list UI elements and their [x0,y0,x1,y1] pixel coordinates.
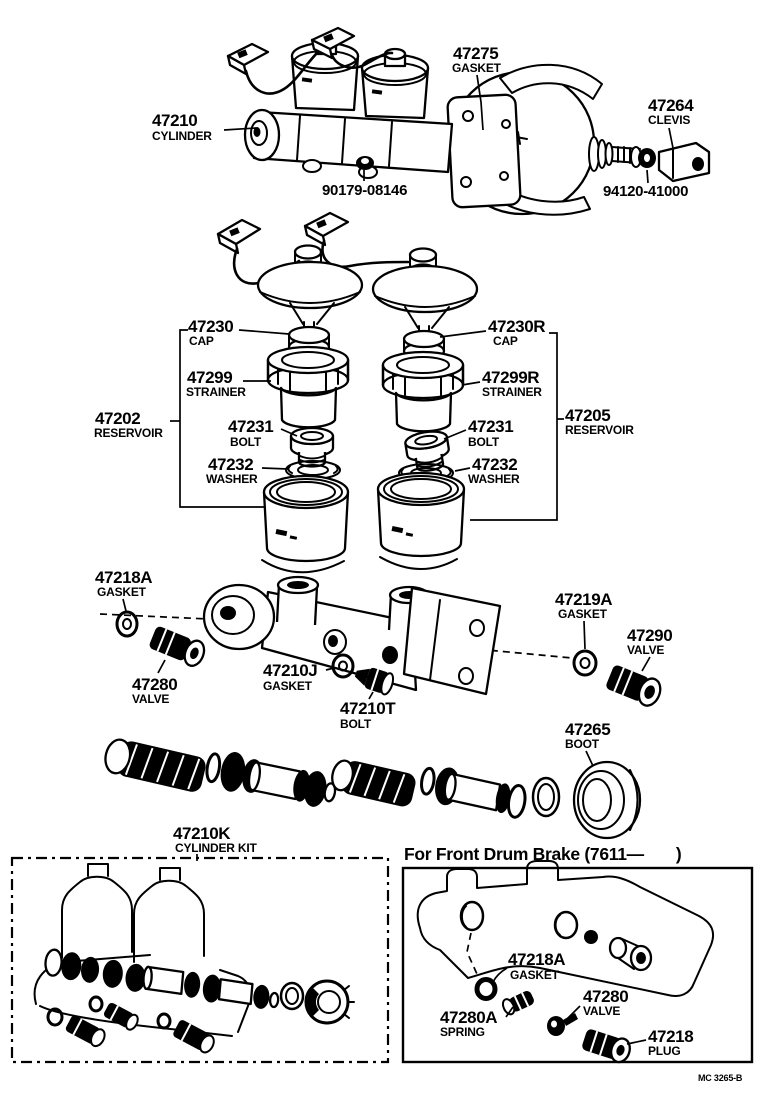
inset-spring-47280A-part [501,989,536,1017]
inset-callout-47280-label: VALVE [583,1004,621,1018]
inset-callout-47218-label: PLUG [648,1044,681,1058]
leader-47232R [455,468,470,471]
valve-47290-part [605,663,665,709]
callout-47210K-label: CYLINDER KIT [175,841,257,855]
leader-47232L [262,468,288,469]
cylinder-kit-box [12,824,388,1062]
inset-callout-47280A-label: SPRING [440,1025,485,1039]
inset-port-arc [462,906,466,927]
callout-90179-number: 90179-08146 [322,182,408,199]
callout-47231R-number: 47231 [468,417,514,436]
callout-47275-number: 47275 [453,44,499,63]
piston-parts-row [102,720,640,838]
leader-47280 [158,660,165,673]
leader-47290 [642,657,650,671]
lock-nut-part [631,147,656,168]
leader-47210T [369,692,373,699]
callout-47230R-number: 47230R [488,317,546,336]
callout-47280-number: 47280 [132,675,178,694]
mounting-plate [447,94,521,207]
strainer-right [383,352,463,431]
callout-47232R-number: 47232 [472,455,518,474]
primary-piston-part [204,748,339,810]
spring-part [329,757,418,809]
inset-title: For Front Drum Brake (7611— ) [404,844,682,864]
callout-47299R-number: 47299R [482,368,540,387]
master-cylinder-assembled [245,110,452,178]
callout-47210T-number: 47210T [340,699,396,718]
callout-47219A-label: GASKET [558,607,607,621]
nut-90179-part [356,156,374,170]
leader-47265 [586,751,593,766]
callout-47264-label: CLEVIS [648,113,691,127]
callout-47280-label: VALVE [132,692,170,706]
callout-47299-label: STRAINER [186,385,246,399]
callout-47210J-number: 47210J [263,661,318,680]
callout-47264-number: 47264 [648,96,694,115]
callout-47290-label: VALVE [627,643,665,657]
inset-callout-47280A-number: 47280A [440,1008,498,1027]
dashed-axis-left [100,614,208,619]
callout-47232L-label: WASHER [206,472,258,486]
leader-47218A [123,599,126,611]
callout-47205-label: RESERVOIR [565,423,634,437]
callout-47218A-number: 47218A [95,568,153,587]
callout-47232L-number: 47232 [208,455,254,474]
strainer-left [268,347,348,427]
kit-gasket-valve-pair [48,1009,107,1048]
o-ring-part [533,778,559,816]
front-drum-brake-inset [403,844,752,1064]
kit-gasket-valve-pair [158,1014,217,1055]
reservoir-exploded-view [94,213,634,561]
leader-47231R [444,430,466,439]
callout-47290-number: 47290 [627,626,673,645]
reservoir-can-left-part [264,476,348,561]
reservoir-bottom-arc [380,557,457,569]
drawing-number: MC 3265-B [698,1073,743,1083]
callout-47210K-number: 47210K [173,824,231,843]
leader-47299R [462,382,480,385]
clevis-part [659,143,709,181]
callout-47232R-label: WASHER [468,472,520,486]
inset-port-dot [584,930,598,944]
callout-47210-label: CYLINDER [152,129,212,143]
callout-47231L-label: BOLT [230,435,261,449]
callout-47231L-number: 47231 [228,417,274,436]
inset-callout-47218-number: 47218 [648,1027,694,1046]
inset-callout-47280-number: 47280 [583,987,629,1006]
callout-94120-number: 94120-41000 [603,183,689,200]
callout-47210-number: 47210 [152,111,198,130]
callout-47210T-label: BOLT [340,717,371,731]
kit-reservoir-outline [160,868,180,880]
callout-47265-number: 47265 [565,720,611,739]
callout-47230R-label: CAP [493,334,518,348]
callout-47230-number: 47230 [188,317,234,336]
leader-47219A [584,621,585,649]
kit-reservoir-outline [62,877,132,958]
inset-callout-47218A-number: 47218A [508,950,566,969]
inset-dashed-leader [467,933,477,974]
kit-washer-part [281,983,303,1009]
leader-47264 [669,128,673,148]
secondary-piston-part [418,763,528,818]
callout-47218A-label: GASKET [97,585,146,599]
master-cylinder-body [204,577,500,694]
callout-47202-number: 47202 [95,409,141,428]
kit-gasket-valve-pair [90,997,140,1032]
boot-47265-part [574,762,640,838]
leader-47230 [239,330,289,334]
reservoir-can-right-part [378,473,464,556]
inset-plug-47218-part [581,1027,633,1064]
callout-47202-label: RESERVOIR [94,426,163,440]
callout-47210J-label: GASKET [263,679,312,693]
valve-47280-part [148,624,208,668]
leader-47230R [440,331,486,337]
callout-47219A-number: 47219A [555,590,613,609]
callout-47299-number: 47299 [187,368,233,387]
callout-47299R-label: STRAINER [482,385,542,399]
gasket-47219A-part [574,651,596,675]
kit-reservoir-outline [88,864,108,876]
inset-callout-47218A-label: GASKET [510,968,559,982]
inset-cylinder-outline [418,861,713,996]
kit-boot-nut-part [306,981,354,1023]
kit-reservoir-outline [134,881,204,962]
inset-port-arc [556,915,560,935]
callout-47230-label: CAP [189,334,214,348]
callout-47205-number: 47205 [565,406,611,425]
callout-47275-label: GASKET [452,61,501,75]
callout-47265-label: BOOT [565,737,599,751]
bare-cylinder-view [95,557,672,731]
spring-part [102,736,208,794]
inset-installed-plug [610,938,651,970]
inset-valve-47280-part [547,1013,578,1036]
inset-leader-47218 [627,1040,646,1044]
callout-47231R-label: BOLT [468,435,499,449]
inset-gasket-47218A-part [477,980,495,999]
top-assembly [152,28,709,215]
leader-94120 [647,170,648,183]
